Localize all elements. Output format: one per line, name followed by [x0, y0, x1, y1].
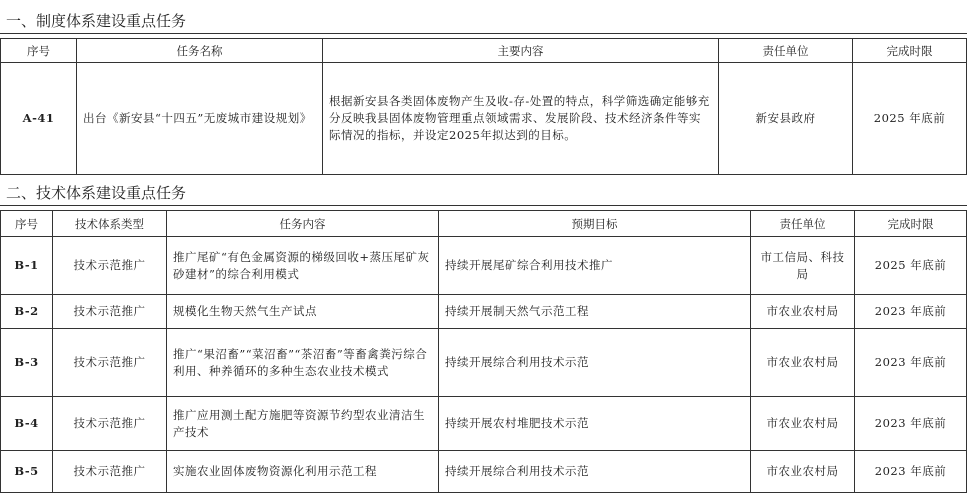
row-task-name: 出台《新安县“十四五”无废城市建设规划》	[77, 63, 323, 175]
table-2-header-row	[1, 211, 967, 237]
col-header-task-name: 任务名称	[77, 39, 323, 63]
row-unit: 市农业农村局	[751, 295, 855, 329]
row-unit: 市农业农村局	[751, 451, 855, 493]
row-tech-type: 技术示范推广	[53, 295, 167, 329]
row-id: B-5	[1, 451, 53, 493]
table-row	[1, 451, 967, 493]
section-2-title: 二、技术体系建设重点任务	[0, 180, 967, 206]
row-expected-goal: 持续开展农村堆肥技术示范	[439, 397, 751, 451]
row-task-content: 实施农业固体废物资源化利用示范工程	[167, 451, 439, 493]
col-header-deadline: 完成时限	[853, 39, 967, 63]
table-row	[1, 295, 967, 329]
row-unit: 市农业农村局	[751, 329, 855, 397]
row-deadline: 2023 年底前	[855, 397, 967, 451]
col-header-deadline: 完成时限	[855, 211, 967, 237]
col-header-expected-goal: 预期目标	[439, 211, 751, 237]
row-task-content: 推广“果沼畜”“菜沼畜”“茶沼畜”等畜禽粪污综合利用、种养循环的多种生态农业技术模式	[167, 329, 439, 397]
section-1-title: 一、制度体系建设重点任务	[0, 8, 967, 34]
row-task-content: 规模化生物天然气生产试点	[167, 295, 439, 329]
row-deadline: 2025 年底前	[855, 237, 967, 295]
row-expected-goal: 持续开展综合利用技术示范	[439, 451, 751, 493]
row-expected-goal: 持续开展尾矿综合利用技术推广	[439, 237, 751, 295]
row-deadline: 2023 年底前	[855, 329, 967, 397]
row-expected-goal: 持续开展制天然气示范工程	[439, 295, 751, 329]
row-unit: 新安县政府	[719, 63, 853, 175]
row-deadline: 2025 年底前	[853, 63, 967, 175]
row-unit: 市农业农村局	[751, 397, 855, 451]
row-tech-type: 技术示范推广	[53, 329, 167, 397]
col-header-id: 序号	[1, 211, 53, 237]
row-task-content: 推广应用测土配方施肥等资源节约型农业清洁生产技术	[167, 397, 439, 451]
col-header-task-content: 任务内容	[167, 211, 439, 237]
row-tech-type: 技术示范推广	[53, 397, 167, 451]
row-id: B-3	[1, 329, 53, 397]
table-row	[1, 63, 967, 175]
row-content: 根据新安县各类固体废物产生及收-存-处置的特点，科学筛选确定能够充分反映我县固体废物管理重点领域需求、发展阶段、技术经济条件等实际情况的指标，并设定2025年拟达到的目标。	[323, 63, 719, 175]
row-expected-goal: 持续开展综合利用技术示范	[439, 329, 751, 397]
row-tech-type: 技术示范推广	[53, 451, 167, 493]
table-row	[1, 329, 967, 397]
row-deadline: 2023 年底前	[855, 295, 967, 329]
row-task-content: 推广尾矿“有色金属资源的梯级回收+蒸压尾矿灰砂建材”的综合利用模式	[167, 237, 439, 295]
table-row	[1, 397, 967, 451]
table-row	[1, 237, 967, 295]
col-header-content: 主要内容	[323, 39, 719, 63]
table-1	[0, 38, 967, 175]
row-id: B-4	[1, 397, 53, 451]
col-header-unit: 责任单位	[751, 211, 855, 237]
col-header-unit: 责任单位	[719, 39, 853, 63]
col-header-tech-type: 技术体系类型	[53, 211, 167, 237]
table-2	[0, 210, 967, 493]
row-unit: 市工信局、科技局	[751, 237, 855, 295]
row-tech-type: 技术示范推广	[53, 237, 167, 295]
row-deadline: 2023 年底前	[855, 451, 967, 493]
row-id: B-1	[1, 237, 53, 295]
row-id: A-41	[1, 63, 77, 175]
row-id: B-2	[1, 295, 53, 329]
table-1-header-row	[1, 39, 967, 63]
col-header-id: 序号	[1, 39, 77, 63]
